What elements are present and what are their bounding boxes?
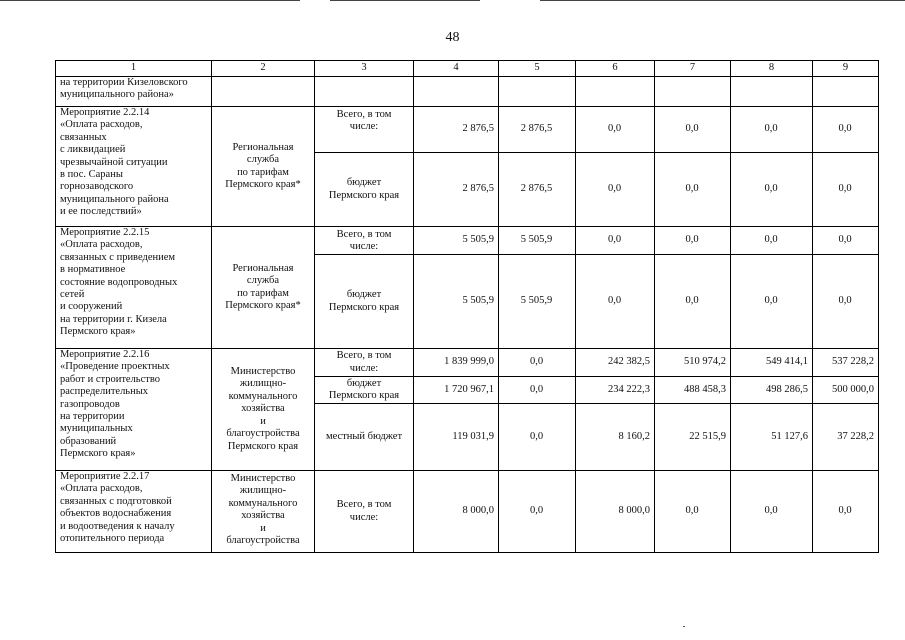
value-cell: 549 414,1 [731, 349, 813, 377]
funding-source-cell: Всего, в том числе: [315, 349, 414, 377]
value-cell: 5 505,9 [499, 255, 576, 349]
value-cell: 2 876,5 [414, 107, 499, 153]
header-cell: 9 [813, 61, 879, 77]
value-cell: 2 876,5 [414, 153, 499, 227]
value-cell: 37 228,2 [813, 404, 879, 471]
header-cell: 8 [731, 61, 813, 77]
table-row [56, 107, 879, 153]
header-cell: 3 [315, 61, 414, 77]
value-cell: 0,0 [576, 227, 655, 255]
value-cell: 488 458,3 [655, 377, 731, 404]
measure-name-cell: Мероприятие 2.2.14 «Оплата расходов, связанных с ликвидацией чрезвычайной ситуации в пос. Сараны горнозаводского муниципального района и ее последствий» [56, 107, 212, 227]
value-cell: 0,0 [731, 107, 813, 153]
value-cell: 51 127,6 [731, 404, 813, 471]
value-cell: 0,0 [813, 471, 879, 553]
value-cell: 0,0 [655, 471, 731, 553]
funding-source-cell: Всего, в том числе: [315, 107, 414, 153]
header-cell: 6 [576, 61, 655, 77]
measure-name-cell: Мероприятие 2.2.17 «Оплата расходов, связанных с подготовкой объектов водоснабжения и водоотведения к началу отопительного периода [56, 471, 212, 553]
measure-name-cell: на территории Кизеловского муниципального района» [56, 77, 212, 107]
value-cell: 0,0 [576, 107, 655, 153]
value-cell: 500 000,0 [813, 377, 879, 404]
funding-source-cell: бюджет Пермского края [315, 255, 414, 349]
value-cell: 0,0 [499, 349, 576, 377]
empty-cell [315, 77, 414, 107]
measure-name-cell: Мероприятие 2.2.16 «Проведение проектных работ и строительство распределительных газопроводов на территории муниципальных образований Пермского края» [56, 349, 212, 471]
header-cell: 5 [499, 61, 576, 77]
funding-source-cell: бюджет Пермского края [315, 377, 414, 404]
value-cell: 0,0 [655, 153, 731, 227]
value-cell: 1 839 999,0 [414, 349, 499, 377]
table-row [56, 471, 879, 553]
value-cell: 537 228,2 [813, 349, 879, 377]
empty-cell [731, 77, 813, 107]
value-cell: 0,0 [499, 471, 576, 553]
value-cell: 8 000,0 [414, 471, 499, 553]
scan-speck [683, 626, 685, 627]
value-cell: 498 286,5 [731, 377, 813, 404]
value-cell: 0,0 [813, 227, 879, 255]
executor-cell: Региональная служба по тарифам Пермского края* [212, 107, 315, 227]
value-cell: 510 974,2 [655, 349, 731, 377]
table-row [56, 349, 879, 377]
value-cell: 0,0 [499, 377, 576, 404]
scan-artifact-line [330, 0, 480, 1]
executor-cell: Региональная служба по тарифам Пермского края* [212, 227, 315, 349]
funding-source-cell: местный бюджет [315, 404, 414, 471]
value-cell: 5 505,9 [414, 227, 499, 255]
value-cell: 0,0 [576, 255, 655, 349]
value-cell: 5 505,9 [414, 255, 499, 349]
empty-cell [655, 77, 731, 107]
table-row [56, 227, 879, 255]
value-cell: 0,0 [813, 153, 879, 227]
measure-name-cell: Мероприятие 2.2.15 «Оплата расходов, связанных с приведением в нормативное состояние водопроводных сетей и сооружений на территории г. Кизела Пермского края» [56, 227, 212, 349]
value-cell: 0,0 [813, 255, 879, 349]
value-cell: 0,0 [655, 107, 731, 153]
budget-table [55, 60, 879, 553]
table-row [56, 77, 879, 107]
value-cell: 8 160,2 [576, 404, 655, 471]
value-cell: 2 876,5 [499, 153, 576, 227]
value-cell: 1 720 967,1 [414, 377, 499, 404]
value-cell: 0,0 [655, 227, 731, 255]
header-cell: 1 [56, 61, 212, 77]
value-cell: 2 876,5 [499, 107, 576, 153]
scan-artifact-line [540, 0, 905, 1]
value-cell: 0,0 [731, 153, 813, 227]
empty-cell [212, 77, 315, 107]
value-cell: 0,0 [731, 255, 813, 349]
header-cell: 7 [655, 61, 731, 77]
executor-cell: Министерство жилищно- коммунального хозяйства и благоустройства Пермского края [212, 349, 315, 471]
executor-cell: Министерство жилищно- коммунального хозяйства и благоустройства [212, 471, 315, 553]
value-cell: 119 031,9 [414, 404, 499, 471]
value-cell: 0,0 [731, 471, 813, 553]
header-cell: 2 [212, 61, 315, 77]
funding-source-cell: Всего, в том числе: [315, 471, 414, 553]
funding-source-cell: Всего, в том числе: [315, 227, 414, 255]
value-cell: 0,0 [576, 153, 655, 227]
funding-source-cell: бюджет Пермского края [315, 153, 414, 227]
value-cell: 0,0 [655, 255, 731, 349]
value-cell: 234 222,3 [576, 377, 655, 404]
empty-cell [813, 77, 879, 107]
value-cell: 22 515,9 [655, 404, 731, 471]
empty-cell [414, 77, 499, 107]
scan-artifact-line [0, 0, 300, 1]
header-cell: 4 [414, 61, 499, 77]
value-cell: 0,0 [731, 227, 813, 255]
value-cell: 5 505,9 [499, 227, 576, 255]
header-row [56, 61, 879, 77]
empty-cell [499, 77, 576, 107]
value-cell: 0,0 [499, 404, 576, 471]
value-cell: 8 000,0 [576, 471, 655, 553]
page-number: 48 [445, 30, 460, 45]
empty-cell [576, 77, 655, 107]
value-cell: 242 382,5 [576, 349, 655, 377]
value-cell: 0,0 [813, 107, 879, 153]
